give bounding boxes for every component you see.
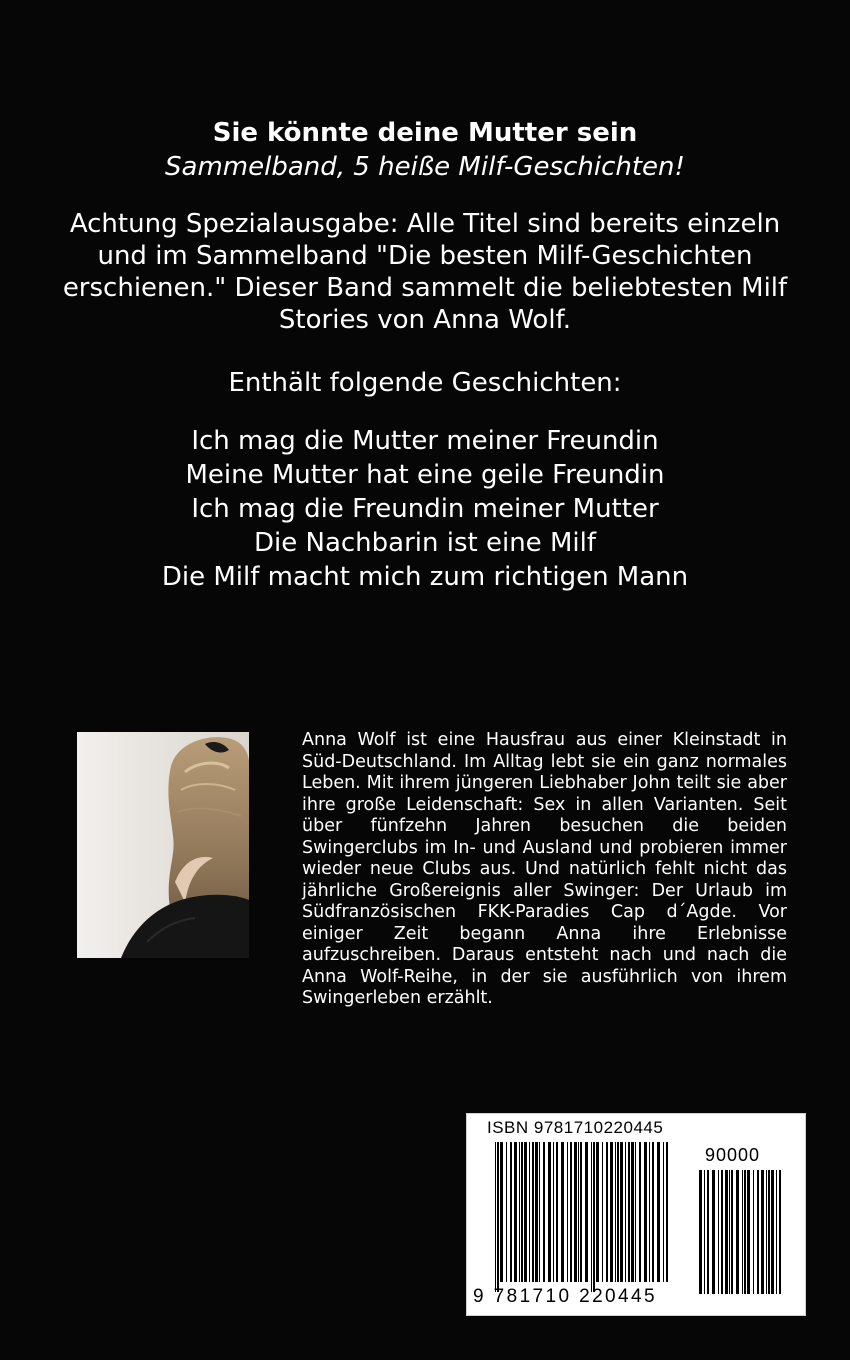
story-title: Ich mag die Freundin meiner Mutter bbox=[191, 494, 659, 524]
author-photo-illustration bbox=[77, 732, 249, 958]
story-title: Die Nachbarin ist eine Milf bbox=[254, 528, 596, 558]
story-title: Meine Mutter hat eine geile Freundin bbox=[185, 460, 665, 490]
author-photo bbox=[77, 732, 249, 958]
book-title: Sie könnte deine Mutter sein bbox=[212, 118, 638, 148]
story-title: Ich mag die Mutter meiner Freundin bbox=[191, 426, 659, 456]
isbn-label: ISBN 9781710220445 bbox=[487, 1118, 664, 1137]
special-edition-notice: Achtung Spezialausgabe: Alle Titel sind bereits einzeln und im Sammelband "Die besten Milf-Geschichten erschienen." Dieser Band sammelt die beliebtesten Milf Stories von Anna Wolf. bbox=[62, 209, 788, 335]
story-title: Die Milf macht mich zum richtigen Mann bbox=[161, 562, 689, 592]
isbn-barcode bbox=[466, 1113, 806, 1316]
story-list bbox=[0, 424, 850, 594]
book-subtitle: Sammelband, 5 heiße Milf-Geschichten! bbox=[165, 152, 685, 182]
author-bio: Anna Wolf ist eine Hausfrau aus einer Kleinstadt in Süd-Deutschland. Im Alltag lebt sie ein ganz normales Leben. Mit ihrem jüngeren Liebhaber John teilt sie aber ihre große Leidenschaft: Sex in allen Varianten. Seit über fünfzehn Jahren besuchen die beiden Swingerclubs im In- und Ausland und probieren immer wieder neue Clubs aus. Und natürlich fehlt nicht das jährliche Großereignis aller Swinger: Der Urlaub im Südfranzösischen FKK-Paradies Cap d´Agde. Vor einiger Zeit begann Anna ihre Erlebnisse aufzuschreiben. Daraus entsteht nach und nach die Anna Wolf-Reihe, in der sie ausführlich von ihrem Swingerleben erzählt. bbox=[302, 730, 787, 1008]
price-addon-label: 90000 bbox=[705, 1145, 761, 1165]
ean-digits: 9 781710 220445 bbox=[473, 1286, 657, 1307]
contains-heading: Enthält folgende Geschichten: bbox=[228, 368, 622, 398]
